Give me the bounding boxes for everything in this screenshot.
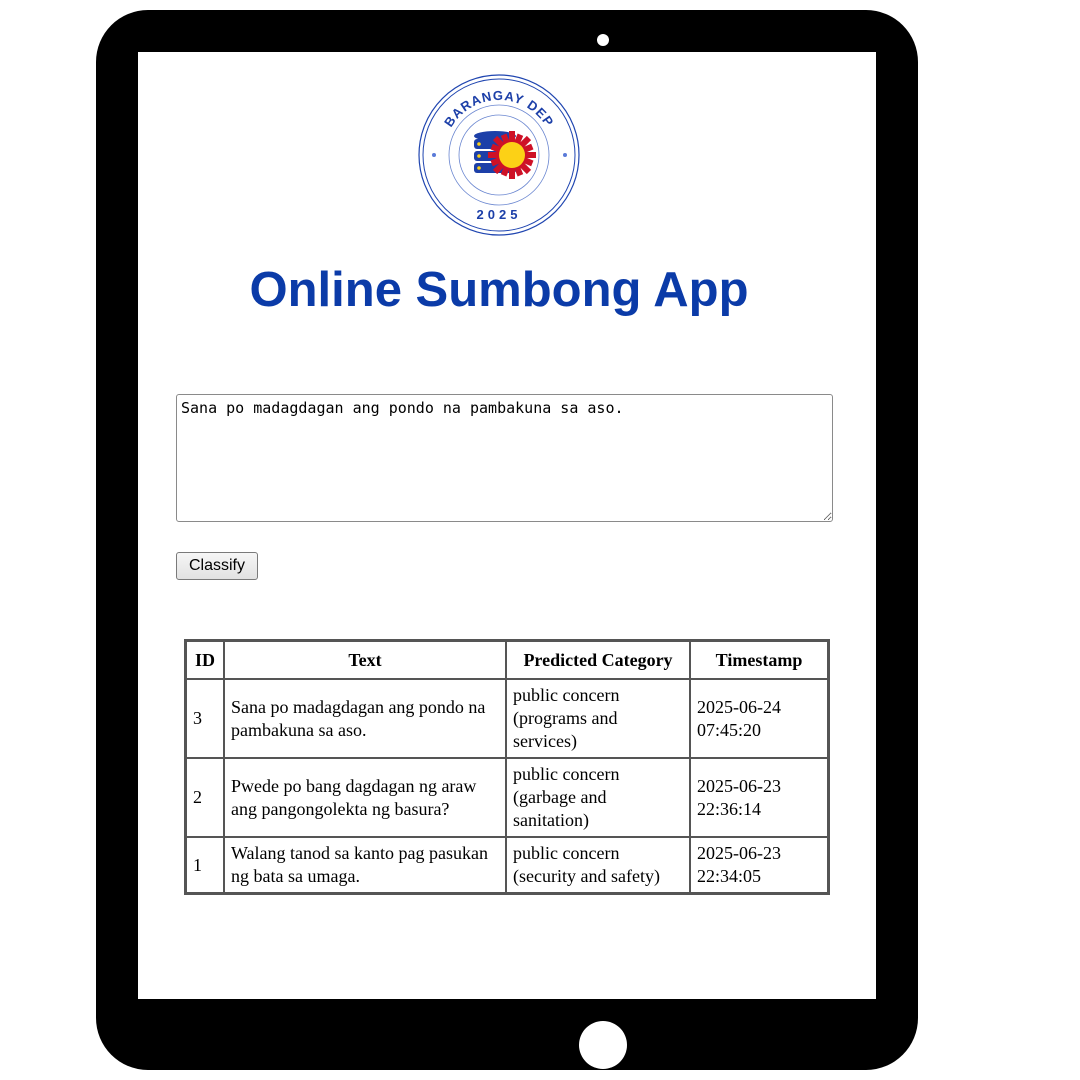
cell-timestamp: 2025-06-23 22:36:14 (690, 758, 828, 837)
cell-text: Pwede po bang dagdagan ng araw ang pangongolekta ng basura? (224, 758, 506, 837)
header-id: ID (186, 641, 224, 679)
header-category: Predicted Category (506, 641, 690, 679)
table-header-row (186, 641, 828, 679)
header-text: Text (224, 641, 506, 679)
svg-text:2025: 2025 (476, 207, 522, 222)
sun-icon (488, 131, 536, 179)
cell-category: public concern (security and safety) (506, 837, 690, 893)
table-row (186, 679, 828, 758)
cell-id: 1 (186, 837, 224, 893)
table-row (186, 837, 828, 893)
cell-text: Walang tanod sa kanto pag pasukan ng bata sa umaga. (224, 837, 506, 893)
camera-dot (597, 34, 609, 46)
table-row (186, 758, 828, 837)
cell-timestamp: 2025-06-24 07:45:20 (690, 679, 828, 758)
results-table (184, 639, 830, 895)
cell-category: public concern (garbage and sanitation) (506, 758, 690, 837)
cell-id: 3 (186, 679, 224, 758)
cell-timestamp: 2025-06-23 22:34:05 (690, 837, 828, 893)
header-timestamp: Timestamp (690, 641, 828, 679)
cell-category: public concern (programs and services) (506, 679, 690, 758)
svg-text:BARANGAY DEP: BARANGAY DEP (441, 87, 557, 130)
complaint-input[interactable] (176, 394, 833, 522)
cell-text: Sana po madagdagan ang pondo na pambakuna sa aso. (224, 679, 506, 758)
barangay-dep-logo (417, 73, 582, 238)
page-title: Online Sumbong App (249, 263, 749, 317)
classify-button[interactable]: Classify (176, 552, 258, 580)
cell-id: 2 (186, 758, 224, 837)
home-button[interactable] (579, 1021, 627, 1069)
